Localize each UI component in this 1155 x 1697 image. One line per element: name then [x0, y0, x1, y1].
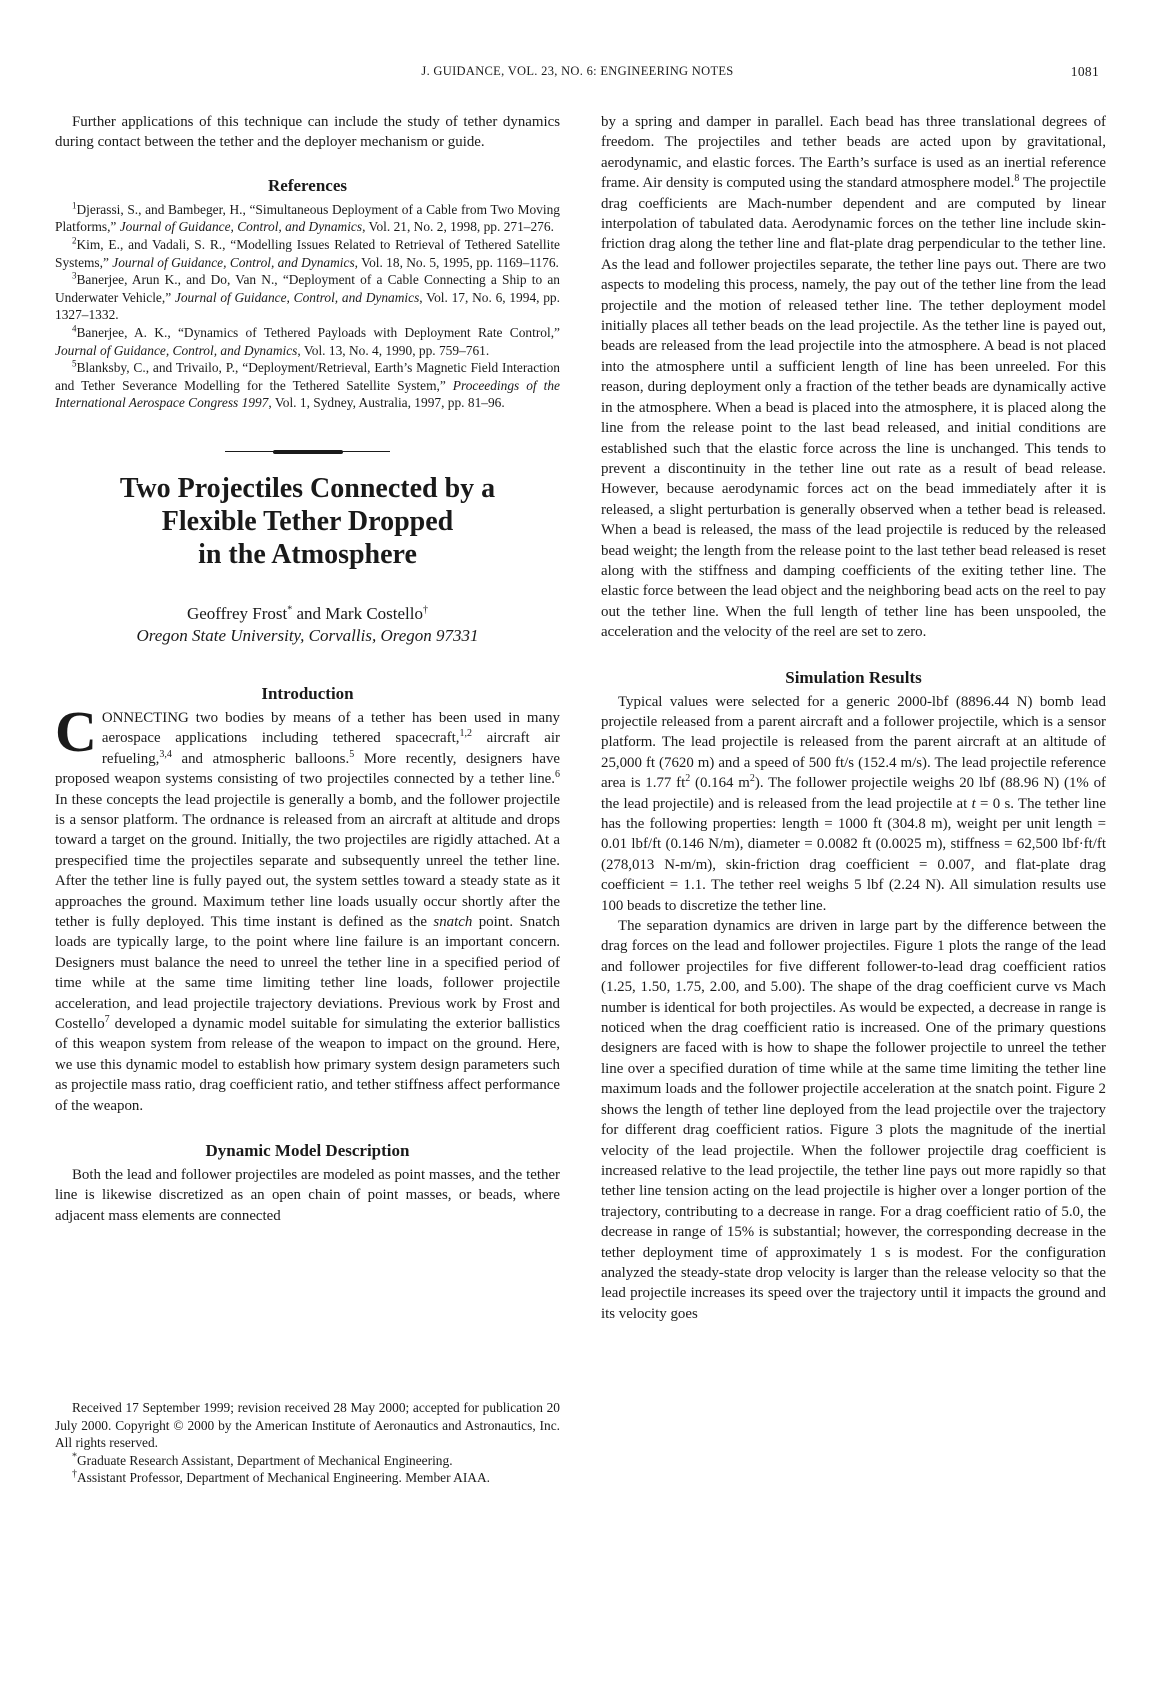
article-title-line: Flexible Tether Dropped [161, 505, 454, 537]
reference-number: 2 [72, 235, 77, 246]
left-column [55, 112, 560, 1226]
article-authors [55, 603, 560, 625]
reference-item [55, 324, 560, 359]
reference-number: 4 [72, 323, 77, 334]
reference-number: 5 [72, 358, 77, 369]
text-run: aircraft air refueling, [101, 730, 560, 767]
dynamic-model-text-continued [601, 114, 1106, 640]
footnote-text: Graduate Research Assistant, Department of Mechanical Engineering. [77, 1452, 453, 1468]
dynamic-model-heading: Dynamic Model Description [205, 1141, 410, 1161]
simulation-results-text [601, 918, 1106, 1322]
footnote-mark: * [72, 1451, 77, 1463]
author-name: Geoffrey Frost [186, 603, 288, 623]
dynamic-model-text [55, 1167, 560, 1224]
reference-text: , Vol. 1, Sydney, Australia, 1997, pp. 81–96. [268, 395, 505, 411]
citation-superscript: 3,4 [159, 748, 172, 760]
text-run: ONNECTING two bodies by means of a tether has been used in many aerospace applications including tethered spacecraft, [101, 709, 560, 747]
citation-superscript: 5 [349, 748, 355, 760]
text-run: Both the lead and follower projectiles are modeled as point masses, and the tether line is likewise discretized as an open chain of point masses, or beads, where adjacent mass elements are connected [55, 1167, 560, 1224]
author-conjunction: and [292, 603, 326, 623]
reference-text: , Vol. 17, No. 6, 1994, pp. 1327–1332. [55, 289, 560, 323]
citation-superscript: 6 [555, 769, 560, 781]
text-run: ). The follower projectile weighs 20 lbf (88.96 N) (1% of the lead projectile) and is released from the lead projectile at [601, 775, 1106, 812]
reference-journal: Proceedings of the International Aerospace Congress 1997 [55, 377, 560, 411]
running-head-title: J. GUIDANCE, VOL. 23, NO. 6: ENGINEERING NOTES [421, 64, 734, 78]
article-title-line: Two Projectiles Connected by a [119, 472, 496, 504]
reference-journal: Journal of Guidance, Control, and Dynamics [112, 254, 355, 270]
text-run: by a spring and damper in parallel. Each bead has three translational degrees of freedom. The projectiles and tether beads are acted upon by gravitational, aerodynamic, and elastic forces. The Earth’s surface is used as an inertial reference frame. Air density is computed using the standard atmosphere model. [601, 114, 1106, 192]
author-affiliation: Oregon State University, Corvallis, Oregon 97331 [136, 625, 479, 645]
footnote-mark: † [72, 1468, 77, 1480]
footnote-text: Assistant Professor, Department of Mechanical Engineering. Member AIAA. [77, 1470, 490, 1486]
text-run: More recently, designers have proposed weapon systems consisting of two projectiles connected by a tether line. [55, 750, 561, 788]
reference-item [55, 271, 560, 324]
reference-number: 3 [72, 270, 77, 281]
text-run: and atmospheric balloons. [171, 750, 350, 767]
drop-cap: C [55, 698, 97, 764]
article-title [55, 472, 560, 571]
received-note: Received 17 September 1999; revision received 28 May 2000; accepted for publication 20 July 2000. Copyright © 2000 by the American Institute of Aeronautics and Astronautics, Inc. All rights reserved. [55, 1400, 560, 1451]
reference-item [55, 201, 560, 236]
citation-superscript: 7 [104, 1014, 110, 1026]
reference-journal: Journal of Guidance, Control, and Dynamics [174, 289, 420, 305]
article-title-line: in the Atmosphere [198, 538, 417, 570]
page-number: 1081 [1070, 64, 1099, 79]
dynamic-model-paragraph-continued [601, 112, 1106, 643]
simulation-results-heading: Simulation Results [785, 667, 922, 687]
author-footnote-mark: * [287, 604, 293, 616]
introduction-paragraph [55, 698, 561, 1116]
reference-item [55, 359, 560, 412]
references-list [55, 201, 560, 412]
simulation-results-paragraph [601, 916, 1106, 1324]
text-run: point. Snatch loads are typically large, to the point where line failure is an important concern. Designers must balance the need to unreel the tether line in a specified period of time while at the same time limiting tether line loads, follower projectile acceleration, and lead projectile trajectory deviations. Previous work by Frost and Costello [55, 914, 560, 1033]
dynamic-model-paragraph [55, 1165, 560, 1226]
reference-text: , Vol. 13, No. 4, 1990, pp. 759–761. [297, 342, 490, 358]
footnotes [55, 1392, 560, 1487]
author-footnote [55, 1452, 560, 1470]
text-run: The separation dynamics are driven in large part by the difference between the drag forces on the lead and follower projectiles. Figure 1 plots the range of the lead and follower projectiles for five different follower-to-lead drag coefficient ratios (1.25, 1.50, 1.75, 2.00, and 5.00). The shape of the drag coefficient curve vs Mach number is identical for both projectiles. As would be expected, a decrease in range is noticed when the drag coefficient ratio is increased. One of the primary questions designers are faced with is how to shape the follower projectile to unreel the tether line over a specified duration of time while at the same time limiting the tether line maximum loads and the follower projectile acceleration at the snatch point. Figure 2 shows the length of tether line deployed from the lead projectile over the trajectory for different drag coefficient ratios. Figure 3 plots the magnitude of the inertial velocity of the lead projectile. When the follower projectile drag coefficient is increased relative to the lead projectile, the tether line pays out more rapidly so that tether line tension acting on the lead projectile is higher over a longer portion of the trajectory, contributing to a decrease in range. For a drag coefficient ratio of 5.0, the decrease in range of 15% is substantial; however, the corresponding decrease in the tether deployment time of approximately 1 s is modest. For the configuration analyzed the steady-state drop velocity is larger than the release velocity so that the lead projectile increases its speed over the trajectory until it impacts the ground and its velocity goes [601, 918, 1106, 1322]
references-heading: References [268, 175, 347, 195]
italic-run: snatch [433, 914, 473, 930]
text-run: developed a dynamic model suitable for simulating the exterior ballistics of this weapon system from release of the weapon to impact on the ground. Here, we use this dynamic model to establish how primary system design parameters such as projectile mass ratio, drag coefficient ratio, and tether stiffness affect performance of the weapon. [55, 1016, 560, 1114]
simulation-results-paragraph [601, 692, 1106, 916]
right-column [601, 112, 1106, 1324]
article-separator-rule [225, 450, 390, 454]
running-head [0, 64, 1155, 84]
text-run: The projectile drag coefficients are Mach-number dependent and are computed by linear interpolation of tabulated data. Aerodynamic forces on the tether line include skin-friction drag along the tether line and flat-plate drag perpendicular to the tether line. As the lead and follower projectiles separate, the tether line pays out. There are two aspects to modeling this process, namely, the pay out of the tether line from the lead projectile and the motion of released tether line. The tether deployment model initially places all tether beads on the lead projectile. As the tether line is payed out, beads are released from the lead projectile into the atmosphere. A bead is not placed into the atmosphere until a sufficient length of line has been unreeled. For this reason, during deployment only a fraction of the tether beads are dynamically active in the atmosphere. When a bead is placed into the atmosphere, it is placed along the line from the release point to the last bead released, and initial conditions are established such that the elastic force across the line is unchanged. This tends to prevent a discontinuity in the tether line out rate as a result of bead release. However, because aerodynamic forces act on the bead immediately after it is released, a slight perturbation is generally observed when a tether bead is released. When a bead is released, the mass of the lead projectile is reduced by the released bead weight; the length from the release point to the last tether bead released is reset along with the stiffness and damping coefficients of the exiting tether line. The elastic force between the lead object and the neighboring bead acts on the reel to pay out the tether line. When the full length of tether line has been unspooled, the acceleration and the velocity of the reel are set to zero. [601, 175, 1106, 641]
reference-text: , Vol. 21, No. 2, 1998, pp. 271–276. [362, 219, 554, 235]
text-run: Typical values were selected for a generic 2000-lbf (8896.44 N) bomb lead projectile released from a parent aircraft and a follower projectile, which is a sensor platform. The lead projectile is released from the parent aircraft at an altitude of 25,000 ft (7620 m) and a speed of 500 ft/s (152.4 m/s). The lead projectile reference area is 1.77 ft [601, 693, 1106, 792]
author-footnote [55, 1469, 560, 1487]
text-run: = 0 s. The tether line has the following properties: length = 1000 ft (304.8 m), weight per unit length = 0.01 lbf/ft (0.146 N/m), diameter = 0.0082 ft (0.0025 m), stiffness = 62,500 lbf·ft/ft (278,013 N-m/m), skin-friction drag coefficient = 0.007, and flat-plate drag coefficient = 1.1. The tether reel weighs 5 lbf (2.24 N). All simulation results use 100 beads to discretize the tether line. [601, 795, 1106, 914]
citation-superscript: 2 [685, 773, 691, 785]
text-run: (0.164 m [690, 775, 750, 792]
author-footnote-mark: † [423, 604, 429, 616]
introduction-text [55, 698, 561, 1114]
simulation-results-text [601, 694, 1106, 914]
previous-article-closing-paragraph: Further applications of this technique can include the study of tether dynamics during contact between the tether and the deployer mechanism or guide. [55, 114, 560, 151]
italic-run: t [971, 795, 976, 812]
reference-journal: Journal of Guidance, Control, and Dynamics [119, 219, 363, 235]
reference-text: Djerassi, S., and Bambeger, H., “Simultaneous Deployment of a Cable from Two Moving Platforms,” [55, 201, 560, 235]
citation-superscript: 1,2 [459, 728, 472, 740]
citation-superscript: 8 [1014, 173, 1020, 185]
text-run: In these concepts the lead projectile is generally a bomb, and the follower projectile is a sensor platform. The ordnance is released from an aircraft at altitude and drops toward a target on the ground. Initially, the two projectiles are rigidly attached. At a prespecified time the projectiles separate and subsequently unreel the tether line. After the tether line is fully payed out, the system settles toward a steady state as it approaches the ground. Maximum tether line loads usually occur shortly after the tether is fully deployed. This time instant is defined as the [55, 791, 560, 930]
reference-item [55, 236, 560, 271]
reference-text: Banerjee, Arun K., and Do, Van N., “Deployment of a Cable Connecting a Ship to an Underwater Vehicle,” [55, 272, 560, 305]
reference-text: Banerjee, A. K., “Dynamics of Tethered Payloads with Deployment Rate Control,” [76, 324, 560, 340]
reference-number: 1 [72, 200, 77, 211]
reference-text: Blanksby, C., and Trivailo, P., “Deployment/Retrieval, Earth’s Magnetic Field Interaction and Tether Severance Modelling for the Tethered Satellite System,” [55, 360, 560, 393]
reference-text: , Vol. 18, No. 5, 1995, pp. 1169–1176. [354, 254, 559, 270]
citation-superscript: 2 [749, 773, 755, 785]
author-name: Mark Costello [325, 603, 424, 623]
reference-journal: Journal of Guidance, Control, and Dynamics [55, 342, 298, 358]
reference-text: Kim, E., and Vadali, S. R., “Modelling Issues Related to Retrieval of Tethered Satellite Systems,” [55, 237, 560, 270]
introduction-heading: Introduction [261, 683, 354, 703]
